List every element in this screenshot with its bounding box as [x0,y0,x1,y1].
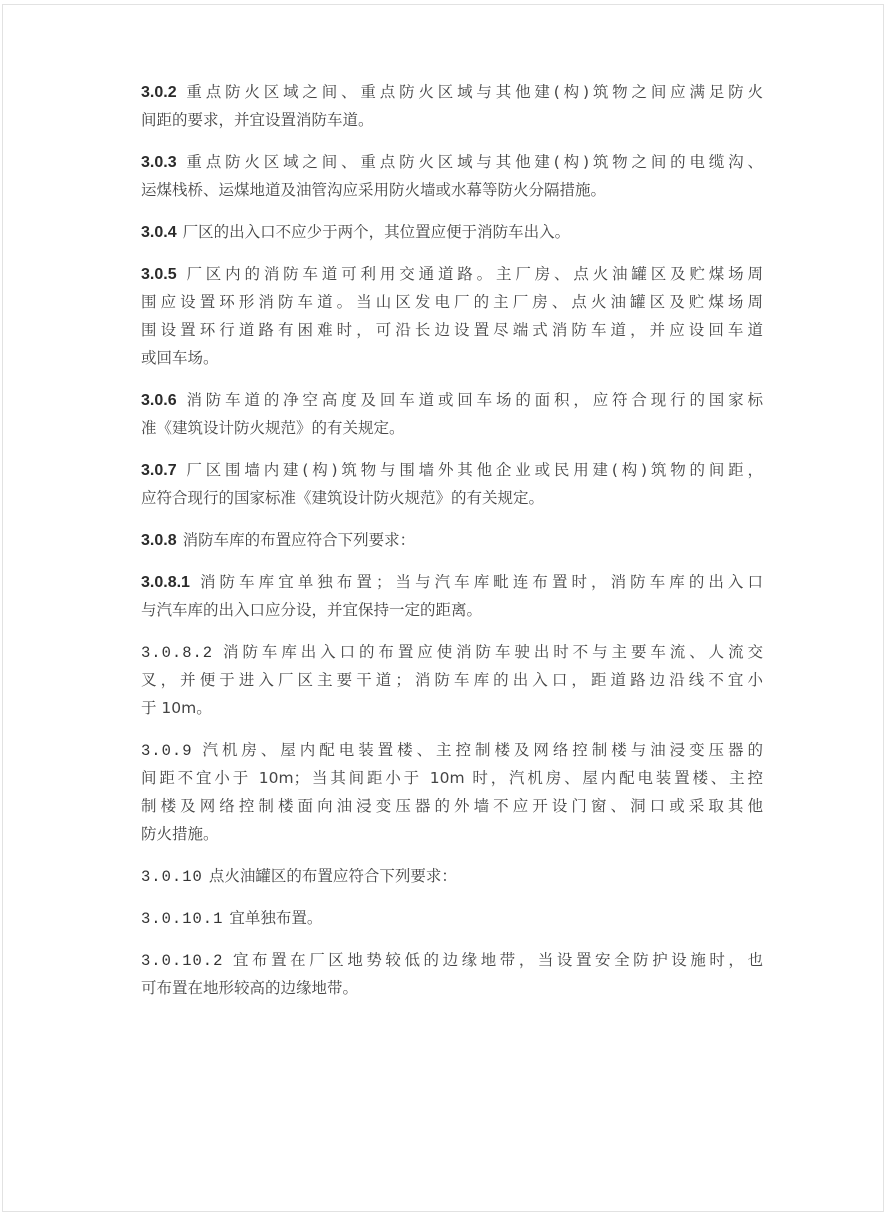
document-page [2,4,884,1212]
document-body [141,78,763,1016]
clause-text: 消防车库出入口的布置应使消防车驶出时不与主要车流、人流交 [219,643,763,661]
clause-3-0-8-2 [141,638,763,722]
clause-line [141,386,763,414]
clause-text: 准《建筑设计防火规范》的有关规定。 [141,419,405,437]
clause-3-0-5 [141,260,763,372]
clause-line [141,78,763,106]
clause-text: 重点防火区域之间、重点防火区域与其他建(构)筑物之间应满足防火 [182,83,763,101]
clause-line [141,638,763,666]
clause-line [141,484,763,512]
clause-line [141,820,763,848]
clause-number: 3.0.6 [141,392,177,409]
clause-text: 运煤栈桥、运煤地道及油管沟应采用防火墙或水幕等防火分隔措施。 [141,181,607,199]
clause-line [141,946,763,974]
clause-number: 3.0.8.1 [141,574,190,591]
clause-number: 3.0.3 [141,154,177,171]
clause-text: 消防车库宜单独布置；当与汽车库毗连布置时，消防车库的出入口 [195,573,763,591]
clause-number: 3.0.4 [141,224,177,241]
clause-text: 可布置在地形较高的边缘地带。 [141,979,359,997]
clause-number: 3.0.7 [141,462,177,479]
clause-line [141,344,763,372]
clause-line [141,862,763,890]
clause-line [141,792,763,820]
clause-number: 3.0.5 [141,266,177,283]
clause-text: 消防车库的布置应符合下列要求： [182,531,416,549]
clause-3-0-2 [141,78,763,134]
clause-line [141,218,763,246]
clause-line [141,288,763,316]
clause-text: 围应设置环形消防车道。当山区发电厂的主厂房、点火油罐区及贮煤场周 [141,293,763,311]
clause-3-0-10-1 [141,904,763,932]
clause-text: 间距不宜小于 10m；当其间距小于 10m 时，汽机房、屋内配电装置楼、主控 [141,769,763,787]
clause-number: 3.0.10 [141,868,203,886]
clause-line [141,666,763,694]
clause-3-0-7 [141,456,763,512]
clause-line [141,316,763,344]
clause-text: 防火措施。 [141,825,219,843]
clause-line [141,526,763,554]
clause-text: 间距的要求，并宜设置消防车道。 [141,111,374,129]
clause-text: 应符合现行的国家标准《建筑设计防火规范》的有关规定。 [141,489,545,507]
clause-text: 制楼及网络控制楼面向油浸变压器的外墙不应开设门窗、洞口或采取其他 [141,797,763,815]
clause-text: 与汽车库的出入口应分设，并宜保持一定的距离。 [141,601,483,619]
clause-number: 3.0.9 [141,742,193,760]
clause-line [141,764,763,792]
clause-line [141,414,763,442]
clause-line [141,568,763,596]
clause-3-0-10 [141,862,763,890]
clause-line [141,148,763,176]
clause-line [141,736,763,764]
clause-text: 宜布置在厂区地势较低的边缘地带，当设置安全防护设施时，也 [229,951,763,969]
clause-number: 3.0.8 [141,532,177,549]
clause-line [141,260,763,288]
clause-line [141,904,763,932]
clause-text: 宜单独布置。 [229,909,323,927]
clause-3-0-8 [141,526,763,554]
clause-3-0-6 [141,386,763,442]
clause-line [141,694,763,722]
clause-number: 3.0.2 [141,84,177,101]
clause-line [141,176,763,204]
clause-3-0-10-2 [141,946,763,1002]
clause-text: 消防车道的净空高度及回车道或回车场的面积，应符合现行的国家标 [182,391,763,409]
clause-number: 3.0.10.1 [141,910,224,928]
clause-text: 重点防火区域之间、重点防火区域与其他建(构)筑物之间的电缆沟、 [182,153,763,171]
clause-text: 厂区围墙内建(构)筑物与围墙外其他企业或民用建(构)筑物的间距， [182,461,763,479]
clause-text: 厂区内的消防车道可利用交通道路。主厂房、点火油罐区及贮煤场周 [182,265,763,283]
clause-text: 围设置环行道路有困难时，可沿长边设置尽端式消防车道，并应设回车道 [141,321,763,339]
clause-3-0-3 [141,148,763,204]
clause-line [141,106,763,134]
clause-3-0-8-1 [141,568,763,624]
clause-text: 或回车场。 [141,349,219,367]
clause-text: 点火油罐区的布置应符合下列要求： [208,867,457,885]
clause-text: 汽机房、屋内配电装置楼、主控制楼及网络控制楼与油浸变压器的 [198,741,763,759]
clause-line [141,456,763,484]
clause-text: 于 10m。 [141,699,212,717]
clause-line [141,596,763,624]
clause-text: 厂区的出入口不应少于两个，其位置应便于消防车出入。 [182,223,571,241]
clause-line [141,974,763,1002]
clause-number: 3.0.8.2 [141,644,214,662]
clause-3-0-4 [141,218,763,246]
clause-3-0-9 [141,736,763,848]
clause-number: 3.0.10.2 [141,952,224,970]
clause-text: 叉，并便于进入厂区主要干道；消防车库的出入口，距道路边沿线不宜小 [141,671,763,689]
